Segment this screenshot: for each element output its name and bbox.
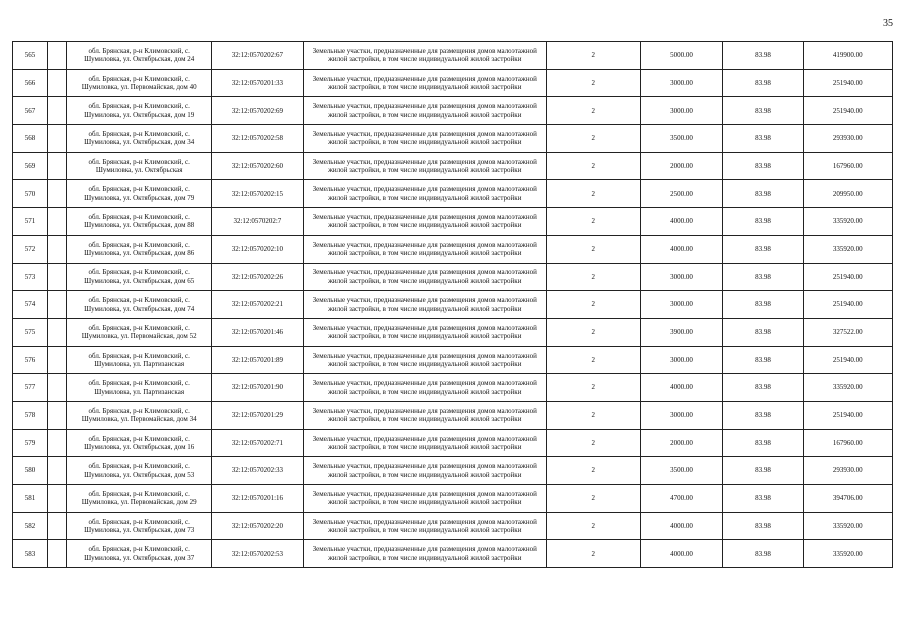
land-purpose-cell: Земельные участки, предназначенные для размещения домов малоэтажной жилой застройки, в том числе индивидуальной жилой застройки: [303, 401, 546, 429]
row-number-cell: 565: [13, 42, 48, 70]
table-row: [13, 540, 893, 568]
cadastral-number-cell: 32:12:0570202:26: [212, 263, 304, 291]
address-cell: обл. Брянская, р-н Климовский, с. Шумиловка, ул. Первомайская, дом 40: [67, 69, 212, 97]
row-number-cell: 567: [13, 97, 48, 125]
land-purpose-cell: Земельные участки, предназначенные для размещения домов малоэтажной жилой застройки, в том числе индивидуальной жилой застройки: [303, 485, 546, 513]
category-code-cell: 2: [546, 540, 640, 568]
rate-cell: 83.98: [723, 42, 803, 70]
cadastral-value-cell: 167960.00: [803, 152, 892, 180]
area-cell: 4000.00: [640, 540, 723, 568]
spacer-cell: [48, 125, 67, 153]
cadastral-number-cell: 32:12:0570202:58: [212, 125, 304, 153]
cadastral-value-cell: 167960.00: [803, 429, 892, 457]
category-code-cell: 2: [546, 152, 640, 180]
table-row: [13, 457, 893, 485]
row-number-cell: 577: [13, 374, 48, 402]
address-cell: обл. Брянская, р-н Климовский, с. Шумиловка, ул. Октябрьская, дом 86: [67, 235, 212, 263]
area-cell: 3000.00: [640, 291, 723, 319]
area-cell: 4700.00: [640, 485, 723, 513]
category-code-cell: 2: [546, 180, 640, 208]
category-code-cell: 2: [546, 346, 640, 374]
cadastral-value-cell: 327522.00: [803, 318, 892, 346]
land-purpose-cell: Земельные участки, предназначенные для размещения домов малоэтажной жилой застройки, в том числе индивидуальной жилой застройки: [303, 318, 546, 346]
area-cell: 3000.00: [640, 263, 723, 291]
spacer-cell: [48, 235, 67, 263]
area-cell: 2000.00: [640, 152, 723, 180]
cadastral-number-cell: 32:12:0570202:33: [212, 457, 304, 485]
category-code-cell: 2: [546, 457, 640, 485]
land-plots-table: [12, 41, 893, 568]
category-code-cell: 2: [546, 69, 640, 97]
row-number-cell: 583: [13, 540, 48, 568]
rate-cell: 83.98: [723, 401, 803, 429]
address-cell: обл. Брянская, р-н Климовский, с. Шумиловка, ул. Октябрьская, дом 24: [67, 42, 212, 70]
cadastral-number-cell: 32:12:0570202:15: [212, 180, 304, 208]
land-purpose-cell: Земельные участки, предназначенные для размещения домов малоэтажной жилой застройки, в том числе индивидуальной жилой застройки: [303, 374, 546, 402]
area-cell: 4000.00: [640, 374, 723, 402]
table-row: [13, 429, 893, 457]
cadastral-value-cell: 335920.00: [803, 374, 892, 402]
area-cell: 3000.00: [640, 401, 723, 429]
land-purpose-cell: Земельные участки, предназначенные для размещения домов малоэтажной жилой застройки, в том числе индивидуальной жилой застройки: [303, 512, 546, 540]
spacer-cell: [48, 346, 67, 374]
spacer-cell: [48, 485, 67, 513]
table-row: [13, 69, 893, 97]
cadastral-value-cell: 251940.00: [803, 69, 892, 97]
cadastral-value-cell: 335920.00: [803, 235, 892, 263]
spacer-cell: [48, 180, 67, 208]
rate-cell: 83.98: [723, 346, 803, 374]
land-purpose-cell: Земельные участки, предназначенные для размещения домов малоэтажной жилой застройки, в том числе индивидуальной жилой застройки: [303, 97, 546, 125]
category-code-cell: 2: [546, 512, 640, 540]
table-row: [13, 208, 893, 236]
category-code-cell: 2: [546, 401, 640, 429]
area-cell: 4000.00: [640, 512, 723, 540]
spacer-cell: [48, 152, 67, 180]
spacer-cell: [48, 69, 67, 97]
category-code-cell: 2: [546, 485, 640, 513]
row-number-cell: 582: [13, 512, 48, 540]
address-cell: обл. Брянская, р-н Климовский, с. Шумиловка, ул. Октябрьская, дом 88: [67, 208, 212, 236]
cadastral-value-cell: 335920.00: [803, 540, 892, 568]
land-purpose-cell: Земельные участки, предназначенные для размещения домов малоэтажной жилой застройки, в том числе индивидуальной жилой застройки: [303, 429, 546, 457]
area-cell: 3000.00: [640, 346, 723, 374]
cadastral-number-cell: 32:12:0570201:46: [212, 318, 304, 346]
table-row: [13, 180, 893, 208]
cadastral-number-cell: 32:12:0570202:71: [212, 429, 304, 457]
cadastral-number-cell: 32:12:0570202:20: [212, 512, 304, 540]
category-code-cell: 2: [546, 291, 640, 319]
cadastral-number-cell: 32:12:0570202:7: [212, 208, 304, 236]
land-purpose-cell: Земельные участки, предназначенные для размещения домов малоэтажной жилой застройки, в том числе индивидуальной жилой застройки: [303, 540, 546, 568]
rate-cell: 83.98: [723, 208, 803, 236]
spacer-cell: [48, 540, 67, 568]
land-purpose-cell: Земельные участки, предназначенные для размещения домов малоэтажной жилой застройки, в том числе индивидуальной жилой застройки: [303, 42, 546, 70]
address-cell: обл. Брянская, р-н Климовский, с. Шумиловка, ул. Первомайская, дом 29: [67, 485, 212, 513]
area-cell: 2500.00: [640, 180, 723, 208]
cadastral-value-cell: 251940.00: [803, 97, 892, 125]
cadastral-number-cell: 32:12:0570201:29: [212, 401, 304, 429]
rate-cell: 83.98: [723, 125, 803, 153]
cadastral-value-cell: 251940.00: [803, 401, 892, 429]
land-purpose-cell: Земельные участки, предназначенные для размещения домов малоэтажной жилой застройки, в том числе индивидуальной жилой застройки: [303, 263, 546, 291]
row-number-cell: 569: [13, 152, 48, 180]
address-cell: обл. Брянская, р-н Климовский, с. Шумиловка, ул. Октябрьская: [67, 152, 212, 180]
row-number-cell: 572: [13, 235, 48, 263]
table-row: [13, 485, 893, 513]
address-cell: обл. Брянская, р-н Климовский, с. Шумиловка, ул. Октябрьская, дом 79: [67, 180, 212, 208]
rate-cell: 83.98: [723, 374, 803, 402]
rate-cell: 83.98: [723, 318, 803, 346]
spacer-cell: [48, 374, 67, 402]
cadastral-number-cell: 32:12:0570202:10: [212, 235, 304, 263]
cadastral-number-cell: 32:12:0570202:53: [212, 540, 304, 568]
table-body: [13, 42, 893, 568]
cadastral-value-cell: 209950.00: [803, 180, 892, 208]
land-purpose-cell: Земельные участки, предназначенные для размещения домов малоэтажной жилой застройки, в том числе индивидуальной жилой застройки: [303, 180, 546, 208]
row-number-cell: 566: [13, 69, 48, 97]
address-cell: обл. Брянская, р-н Климовский, с. Шумиловка, ул. Первомайская, дом 34: [67, 401, 212, 429]
row-number-cell: 579: [13, 429, 48, 457]
category-code-cell: 2: [546, 263, 640, 291]
row-number-cell: 581: [13, 485, 48, 513]
cadastral-value-cell: 251940.00: [803, 346, 892, 374]
cadastral-number-cell: 32:12:0570201:90: [212, 374, 304, 402]
row-number-cell: 573: [13, 263, 48, 291]
address-cell: обл. Брянская, р-н Климовский, с. Шумиловка, ул. Октябрьская, дом 37: [67, 540, 212, 568]
area-cell: 5000.00: [640, 42, 723, 70]
table-row: [13, 42, 893, 70]
row-number-cell: 576: [13, 346, 48, 374]
row-number-cell: 575: [13, 318, 48, 346]
cadastral-number-cell: 32:12:0570202:60: [212, 152, 304, 180]
row-number-cell: 580: [13, 457, 48, 485]
address-cell: обл. Брянская, р-н Климовский, с. Шумиловка, ул. Октябрьская, дом 73: [67, 512, 212, 540]
category-code-cell: 2: [546, 429, 640, 457]
spacer-cell: [48, 42, 67, 70]
land-purpose-cell: Земельные участки, предназначенные для размещения домов малоэтажной жилой застройки, в том числе индивидуальной жилой застройки: [303, 235, 546, 263]
land-purpose-cell: Земельные участки, предназначенные для размещения домов малоэтажной жилой застройки, в том числе индивидуальной жилой застройки: [303, 457, 546, 485]
table-row: [13, 318, 893, 346]
row-number-cell: 571: [13, 208, 48, 236]
area-cell: 2000.00: [640, 429, 723, 457]
area-cell: 3000.00: [640, 97, 723, 125]
rate-cell: 83.98: [723, 152, 803, 180]
spacer-cell: [48, 512, 67, 540]
address-cell: обл. Брянская, р-н Климовский, с. Шумиловка, ул. Октябрьская, дом 74: [67, 291, 212, 319]
rate-cell: 83.98: [723, 69, 803, 97]
land-purpose-cell: Земельные участки, предназначенные для размещения домов малоэтажной жилой застройки, в том числе индивидуальной жилой застройки: [303, 152, 546, 180]
rate-cell: 83.98: [723, 429, 803, 457]
cadastral-number-cell: 32:12:0570202:67: [212, 42, 304, 70]
rate-cell: 83.98: [723, 512, 803, 540]
address-cell: обл. Брянская, р-н Климовский, с. Шумиловка, ул. Октябрьская, дом 16: [67, 429, 212, 457]
address-cell: обл. Брянская, р-н Климовский, с. Шумиловка, ул. Первомайская, дом 52: [67, 318, 212, 346]
rate-cell: 83.98: [723, 291, 803, 319]
cadastral-value-cell: 251940.00: [803, 291, 892, 319]
row-number-cell: 568: [13, 125, 48, 153]
spacer-cell: [48, 457, 67, 485]
spacer-cell: [48, 208, 67, 236]
spacer-cell: [48, 291, 67, 319]
address-cell: обл. Брянская, р-н Климовский, с. Шумиловка, ул. Октябрьская, дом 34: [67, 125, 212, 153]
rate-cell: 83.98: [723, 97, 803, 125]
area-cell: 3000.00: [640, 69, 723, 97]
category-code-cell: 2: [546, 42, 640, 70]
category-code-cell: 2: [546, 235, 640, 263]
land-purpose-cell: Земельные участки, предназначенные для размещения домов малоэтажной жилой застройки, в том числе индивидуальной жилой застройки: [303, 69, 546, 97]
rate-cell: 83.98: [723, 540, 803, 568]
table-row: [13, 235, 893, 263]
area-cell: 4000.00: [640, 235, 723, 263]
land-purpose-cell: Земельные участки, предназначенные для размещения домов малоэтажной жилой застройки, в том числе индивидуальной жилой застройки: [303, 346, 546, 374]
area-cell: 4000.00: [640, 208, 723, 236]
table-row: [13, 97, 893, 125]
spacer-cell: [48, 318, 67, 346]
category-code-cell: 2: [546, 318, 640, 346]
cadastral-number-cell: 32:12:0570201:16: [212, 485, 304, 513]
address-cell: обл. Брянская, р-н Климовский, с. Шумиловка, ул. Октябрьская, дом 19: [67, 97, 212, 125]
row-number-cell: 574: [13, 291, 48, 319]
table-row: [13, 291, 893, 319]
spacer-cell: [48, 263, 67, 291]
table-row: [13, 512, 893, 540]
address-cell: обл. Брянская, р-н Климовский, с. Шумиловка, ул. Партизанская: [67, 374, 212, 402]
area-cell: 3500.00: [640, 457, 723, 485]
rate-cell: 83.98: [723, 235, 803, 263]
land-purpose-cell: Земельные участки, предназначенные для размещения домов малоэтажной жилой застройки, в том числе индивидуальной жилой застройки: [303, 208, 546, 236]
spacer-cell: [48, 401, 67, 429]
cadastral-value-cell: 335920.00: [803, 512, 892, 540]
cadastral-value-cell: 394706.00: [803, 485, 892, 513]
category-code-cell: 2: [546, 125, 640, 153]
cadastral-number-cell: 32:12:0570201:89: [212, 346, 304, 374]
cadastral-number-cell: 32:12:0570202:21: [212, 291, 304, 319]
table-row: [13, 152, 893, 180]
cadastral-value-cell: 335920.00: [803, 208, 892, 236]
area-cell: 3900.00: [640, 318, 723, 346]
area-cell: 3500.00: [640, 125, 723, 153]
cadastral-value-cell: 293930.00: [803, 457, 892, 485]
cadastral-number-cell: 32:12:0570202:69: [212, 97, 304, 125]
cadastral-value-cell: 251940.00: [803, 263, 892, 291]
table-row: [13, 346, 893, 374]
rate-cell: 83.98: [723, 263, 803, 291]
spacer-cell: [48, 429, 67, 457]
land-purpose-cell: Земельные участки, предназначенные для размещения домов малоэтажной жилой застройки, в том числе индивидуальной жилой застройки: [303, 125, 546, 153]
page-number: 35: [883, 18, 893, 29]
land-purpose-cell: Земельные участки, предназначенные для размещения домов малоэтажной жилой застройки, в том числе индивидуальной жилой застройки: [303, 291, 546, 319]
address-cell: обл. Брянская, р-н Климовский, с. Шумиловка, ул. Октябрьская, дом 53: [67, 457, 212, 485]
cadastral-number-cell: 32:12:0570201:33: [212, 69, 304, 97]
row-number-cell: 578: [13, 401, 48, 429]
row-number-cell: 570: [13, 180, 48, 208]
address-cell: обл. Брянская, р-н Климовский, с. Шумиловка, ул. Партизанская: [67, 346, 212, 374]
category-code-cell: 2: [546, 374, 640, 402]
table-row: [13, 263, 893, 291]
rate-cell: 83.98: [723, 485, 803, 513]
rate-cell: 83.98: [723, 180, 803, 208]
cadastral-value-cell: 293930.00: [803, 125, 892, 153]
category-code-cell: 2: [546, 208, 640, 236]
spacer-cell: [48, 97, 67, 125]
table-row: [13, 125, 893, 153]
rate-cell: 83.98: [723, 457, 803, 485]
cadastral-value-cell: 419900.00: [803, 42, 892, 70]
table-row: [13, 374, 893, 402]
table-row: [13, 401, 893, 429]
category-code-cell: 2: [546, 97, 640, 125]
address-cell: обл. Брянская, р-н Климовский, с. Шумиловка, ул. Октябрьская, дом 65: [67, 263, 212, 291]
